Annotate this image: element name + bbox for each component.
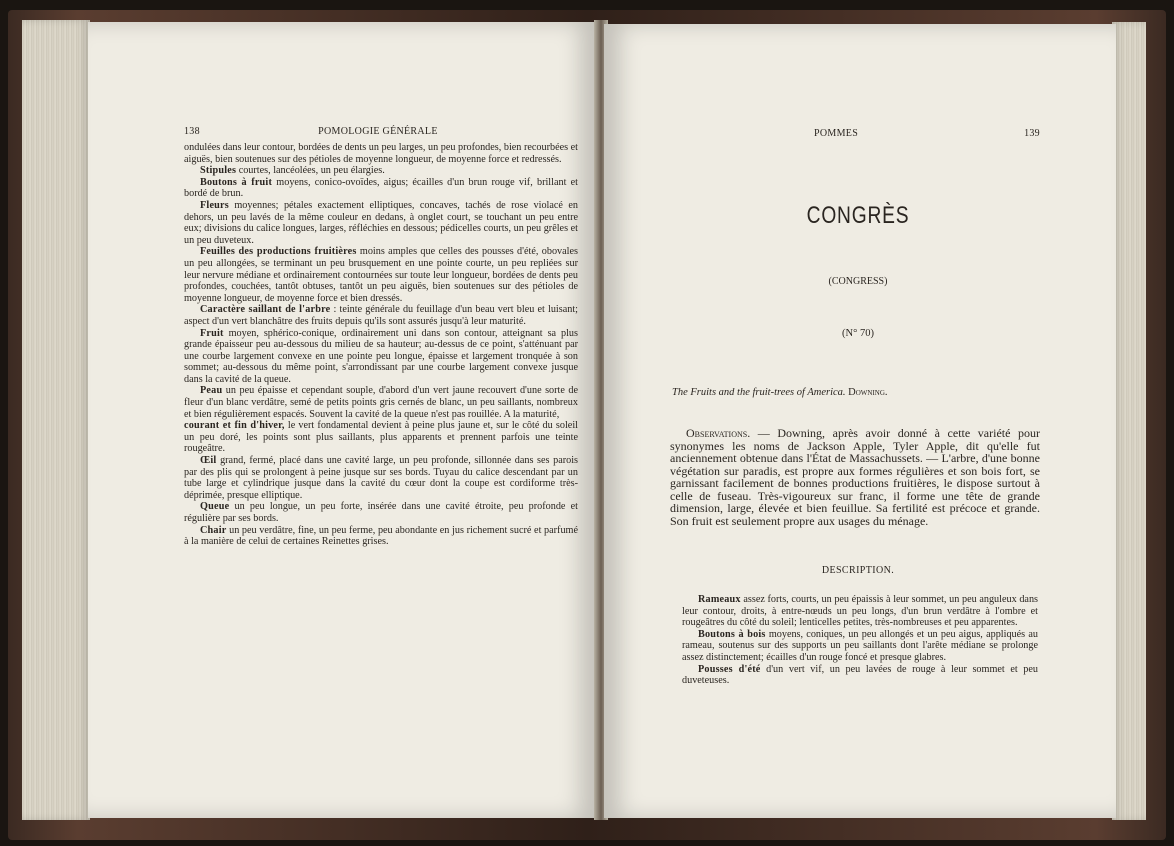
right-running-title: POMMES	[814, 128, 859, 139]
description-paragraph	[184, 385, 578, 420]
paragraph-text: : teinte générale du feuillage d'un beau vert bleu et luisant; aspect d'un vert blanchâtre des fruits depuis qu'ils sont assurés jusqu'à leur maturité.	[184, 304, 578, 327]
bibliographic-reference	[672, 387, 1012, 398]
description-paragraph	[184, 455, 578, 501]
paragraph-text: ondulées dans leur contour, bordées de dents un peu larges, un peu profondes, bien recourbées et aiguës, bien soutenues sur des pétioles de moyenne longueur, de moyenne force et redressés.	[184, 142, 578, 165]
paragraph-term: Boutons à bois	[698, 628, 766, 640]
paragraph-text: un peu verdâtre, fine, un peu ferme, peu abondante en jus richement sucré et parfumé à la manière de celui de certaines Reinettes grises.	[184, 524, 578, 548]
variety-title: CONGRÈS	[806, 202, 910, 229]
paragraph-term: Œil	[200, 455, 217, 467]
paragraph-term: Pousses d'été	[698, 663, 761, 675]
variety-subtitle: (CONGRESS)	[828, 276, 888, 287]
paragraph-text: grand, fermé, placé dans une cavité large, un peu profonde, sillonnée dans ses parois par des plis qui se prolongent à peine jusque sur ses bords. Tuyau du calice descendant par un tube large et cylindrique jusque dans la cavité du cœur dont la coupe est cordiforme très-déprimée, presque elliptique.	[184, 455, 578, 501]
description-paragraph	[184, 525, 578, 548]
right-page-number: 139	[1024, 128, 1040, 139]
paragraph-text: courtes, lancéolées, un peu élargies.	[236, 165, 385, 177]
right-page	[604, 24, 1116, 818]
paragraph-text: moyen, sphérico-conique, ordinairement uni dans son contour, atteignant sa plus grande épaisseur peu au-dessous du milieu de sa hauteur; au-dessus de ce point, s'atténuant par une courbe largement convexe en une pointe peu longue, épaisse et largement tronquée à son sommet; au-dessous du même point, s'arrondissant par une courbe largement convexe jusque dans la cavité de la queue.	[184, 327, 578, 385]
paragraph-term: Feuilles des productions fruitières	[200, 246, 357, 258]
description-paragraph	[184, 246, 578, 304]
description-paragraph	[682, 629, 1038, 664]
description-paragraph	[184, 165, 578, 177]
left-page-number: 138	[184, 126, 200, 137]
paragraph-term: Fruit	[200, 327, 224, 339]
left-running-title: POMOLOGIE GÉNÉRALE	[318, 126, 438, 137]
paragraph-text: moyens, conico-ovoïdes, aigus; écailles d'un brun rouge vif, brillant et bordé de brun.	[184, 176, 578, 200]
paragraph-term: Queue	[200, 501, 230, 513]
paragraph-term: courant et fin d'hiver,	[184, 420, 285, 432]
paragraph-text: d'un vert vif, un peu lavées de rouge à leur sommet et peu duveteuses.	[682, 663, 1038, 687]
page-edges-left	[22, 20, 90, 820]
paragraph-term: Caractère saillant de l'arbre	[200, 304, 331, 316]
paragraph-text: assez forts, courts, un peu épaissis à leur sommet, un peu anguleux dans leur contour, droits, à entre-nœuds un peu longs, d'un brun verdâtre à l'ombre et rougeâtres du côté du soleil; lenticelles petites, très-nombreuses et peu apparentes.	[682, 594, 1038, 629]
variety-number: (N° 70)	[842, 328, 874, 339]
observations-label: Observations.	[686, 426, 751, 440]
description-paragraph	[184, 304, 578, 327]
paragraph-text: moins amples que celles des pousses d'été, obovales un peu allongées, se terminant un peu brusquement en une pointe courte, un peu repliées sur leur nervure médiane et ordinairement contournées sur toute leur longueur, bordées de dents peu profondes, couchées, tantôt obtuses, tantôt un peu aiguës, bien soutenues sur des pétioles de moyenne longueur, de moyenne force et bien dressés.	[184, 246, 578, 304]
description-paragraph	[184, 420, 578, 455]
description-paragraph	[682, 594, 1038, 629]
paragraph-text: un peu épaisse et cependant souple, d'abord d'un vert jaune recouvert d'une sorte de fleur d'un blanc verdâtre, semé de petits points gris cernés de blanc, un peu saillants, nombreux et bien régulièrement espacés. Souvent la cavité de la queue n'est pas rouillée. A la maturité,	[184, 385, 578, 420]
left-page	[88, 22, 598, 818]
description-paragraph	[184, 177, 578, 200]
paragraph-term: Peau	[200, 385, 223, 397]
paragraph-term: Stipules	[200, 165, 237, 177]
left-body-text	[184, 142, 578, 548]
paragraph-text: moyennes; pétales exactement elliptiques, concaves, tachés de rose violacé en dehors, un peu lavés de la même couleur en dedans, à onglet court, se touchant un peu entre eux; divisions du calice longues, larges, réfléchies en dessous; pédicelles courts, un peu grêles et un peu duveteux.	[184, 199, 578, 246]
paragraph-text: le vert fondamental devient à peine plus jaune et, sur le côté du soleil un peu doré, les points sont plus saillants, plus apparents et prennent parfois une teinte rougeâtre.	[184, 420, 578, 455]
description-paragraph	[184, 200, 578, 246]
paragraph-term: Chair	[200, 524, 227, 536]
left-running-head	[184, 126, 576, 137]
paragraph-term: Rameaux	[698, 594, 741, 605]
paragraph-text: moyens, coniques, un peu allongés et un peu aigus, appliqués au rameau, soutenus sur des supports un peu saillants dont l'arête médiane se prolonge assez distinctement; écailles d'un rouge foncé et presque glabres.	[682, 628, 1038, 663]
right-body-text	[682, 594, 1038, 687]
description-heading: DESCRIPTION.	[821, 565, 895, 576]
description-paragraph	[184, 501, 578, 524]
reference-author: Downing.	[848, 387, 888, 398]
paragraph-term: Fleurs	[200, 199, 229, 211]
spacer	[556, 126, 576, 137]
observations-paragraph	[670, 427, 1040, 527]
description-paragraph	[184, 328, 578, 386]
observations-text: — Downing, après avoir donné à cette variété pour synonymes les noms de Jackson Apple, Tyler Apple, dit qu'elle fut anciennement obtenue dans l'État de Massachussets. — L'arbre, d'une bonne végétation sur paradis, est propre aux formes régulières et son bois fort, se garnissant facilement de bonnes productions fruitières, le dispose surtout à celle de fuseau. Très-vigoureux sur franc, il forme une tête de grande dimension, large, élevée et bien feuillue. Sa fertilité est précoce et grande. Son fruit est seulement propre aux usages du ménage.	[670, 426, 1040, 528]
right-running-head	[628, 128, 1040, 139]
paragraph-term: Boutons à fruit	[200, 176, 273, 188]
description-paragraph	[682, 664, 1038, 687]
spacer	[628, 128, 648, 139]
reference-work: The Fruits and the fruit-trees of America.	[672, 387, 846, 398]
description-paragraph	[184, 142, 578, 165]
paragraph-text: un peu longue, un peu forte, insérée dans une cavité étroite, peu profonde et régulière par ses bords.	[184, 501, 578, 524]
page-edges-right	[1112, 22, 1146, 820]
